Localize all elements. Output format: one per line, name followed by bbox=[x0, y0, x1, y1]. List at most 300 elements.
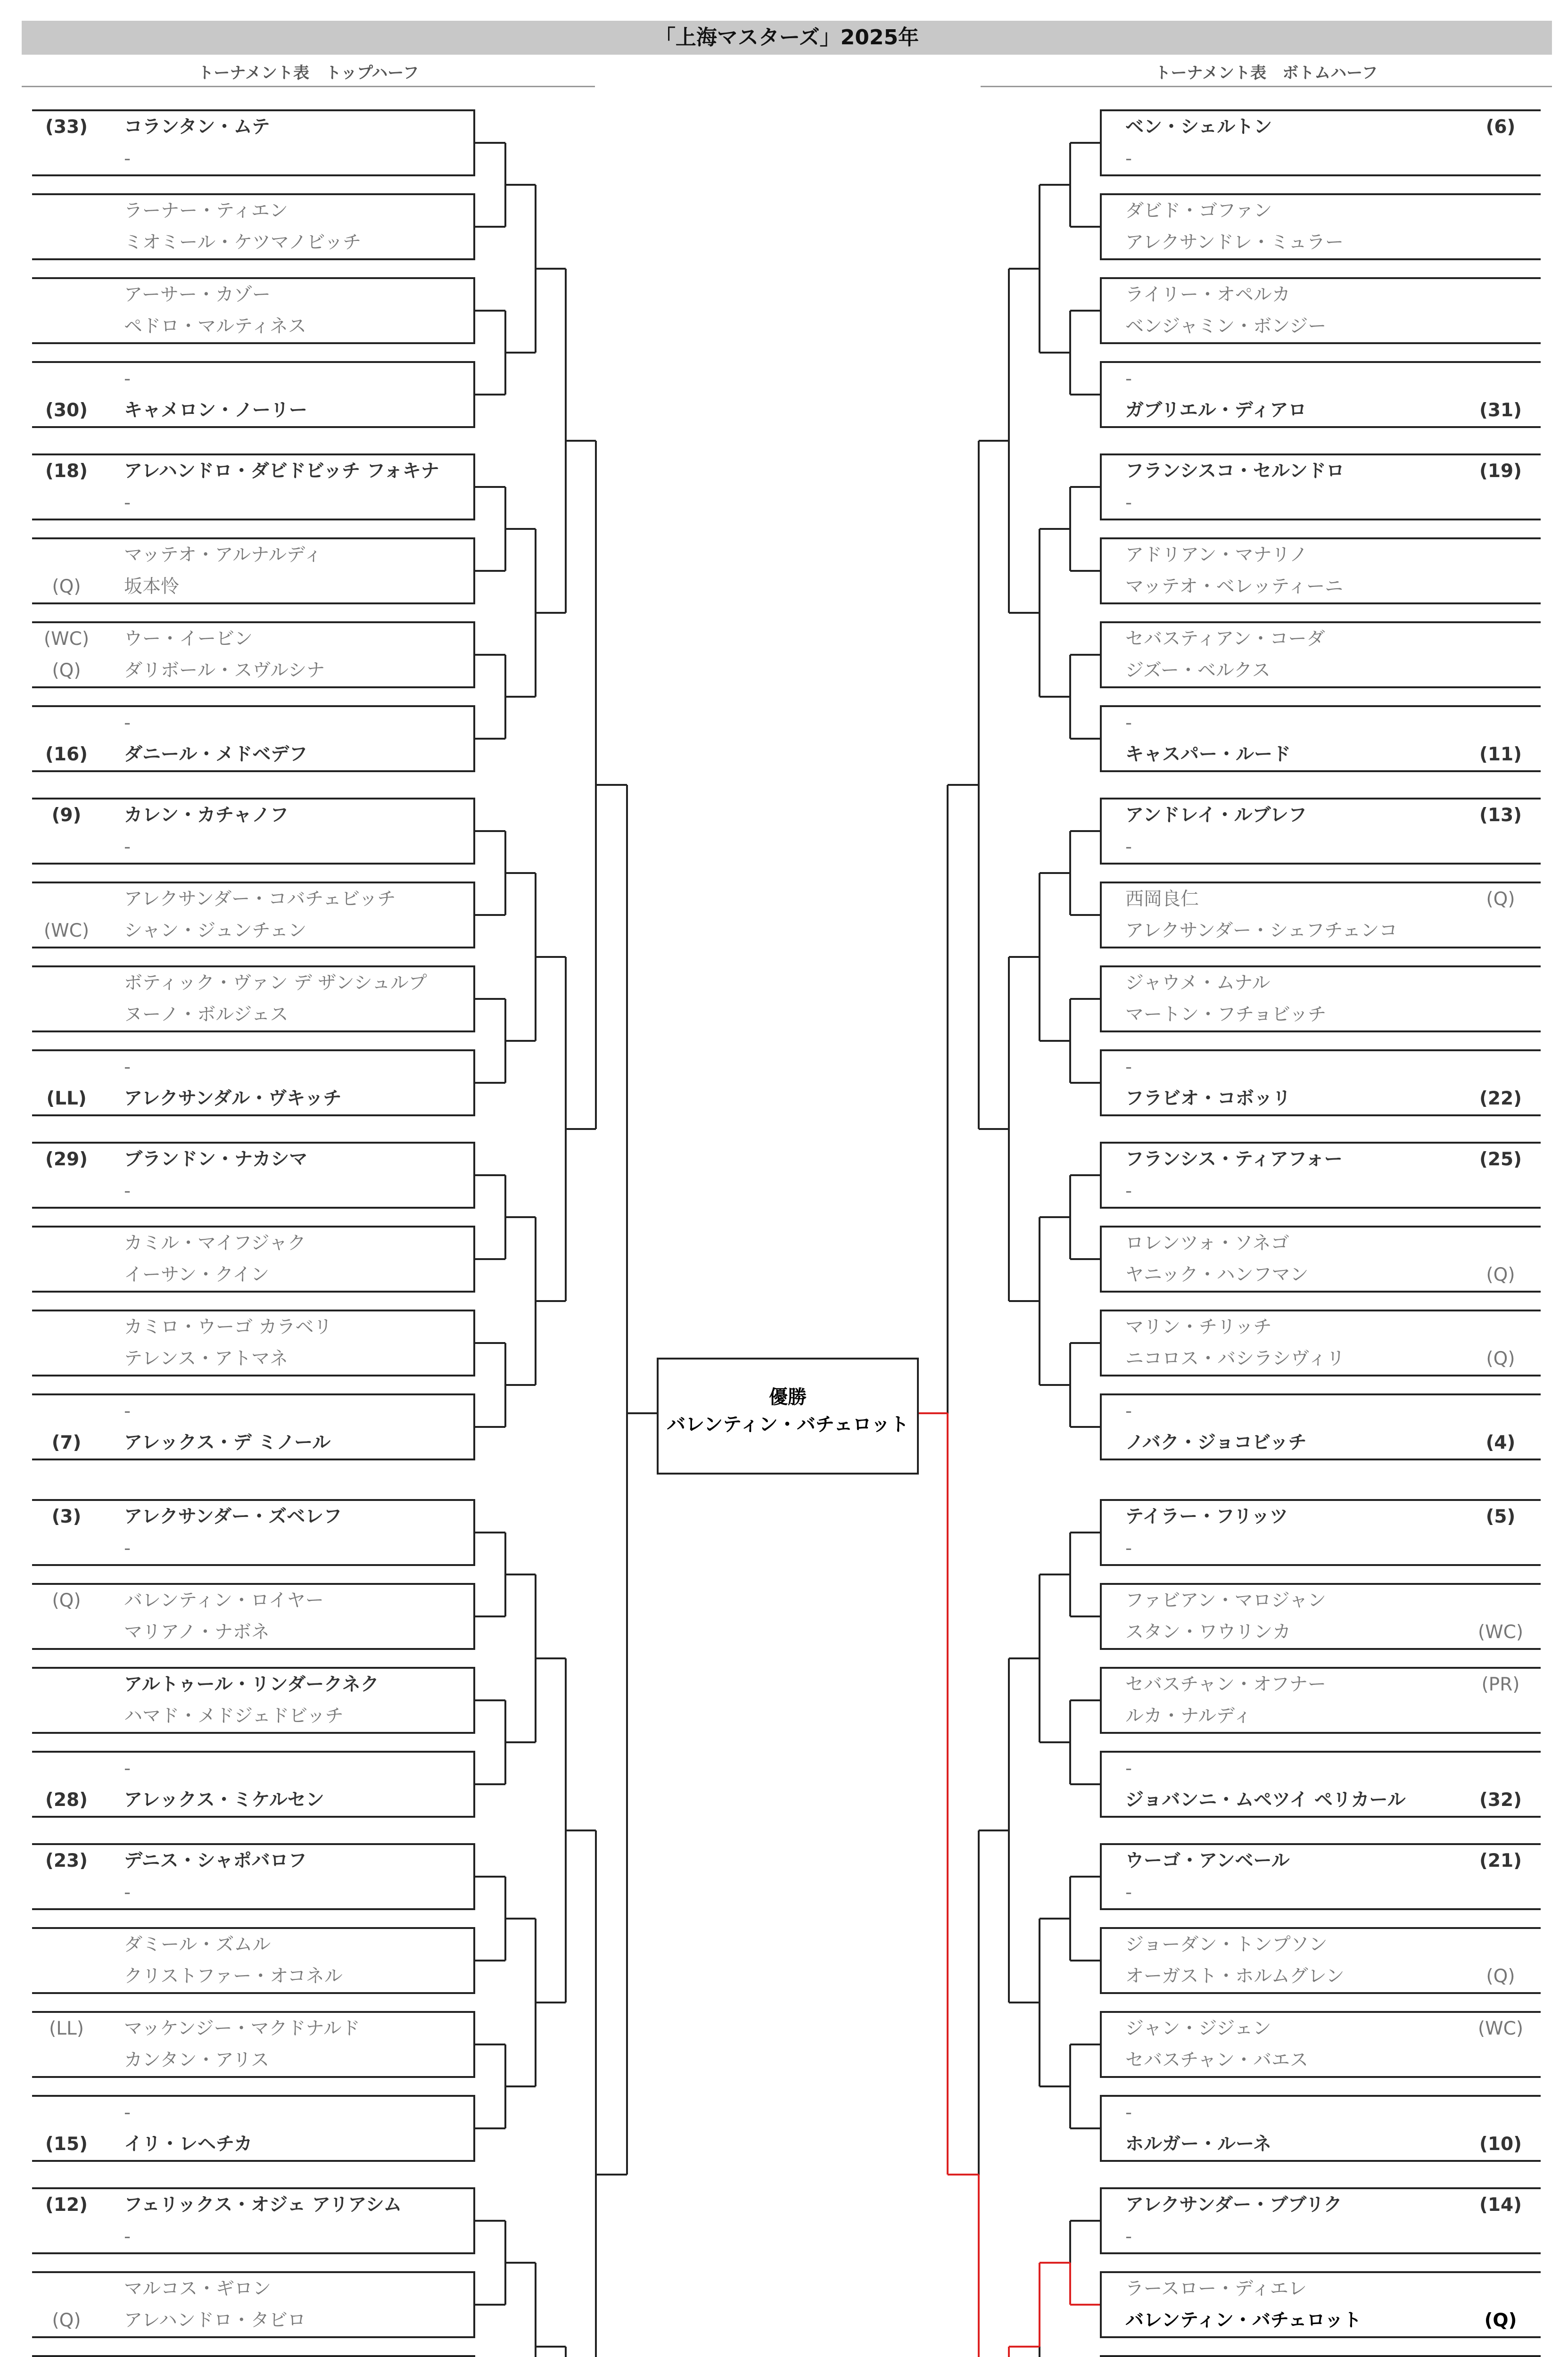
player-slot bbox=[32, 1343, 473, 1375]
player-slot bbox=[1102, 2128, 1541, 2160]
player-name: - bbox=[124, 148, 131, 169]
left-match-14 bbox=[32, 1226, 475, 1293]
left-match-16 bbox=[32, 1393, 475, 1460]
player-slot bbox=[32, 1501, 473, 1533]
player-seed: (29) bbox=[45, 1149, 88, 1170]
player-slot bbox=[32, 1175, 473, 1207]
player-name: アレックス・ミケルセン bbox=[124, 1789, 324, 1811]
player-slot bbox=[32, 2097, 473, 2128]
player-slot bbox=[32, 487, 473, 519]
player-slot bbox=[1102, 2221, 1541, 2252]
player-slot bbox=[32, 999, 473, 1030]
right-match-7 bbox=[1100, 621, 1541, 688]
player-name: セバスチャン・バエス bbox=[1125, 2050, 1309, 2071]
player-slot bbox=[1102, 1753, 1541, 1784]
player-slot bbox=[1102, 1175, 1541, 1207]
player-seed: (33) bbox=[45, 116, 88, 138]
left-match-27 bbox=[32, 2355, 475, 2357]
player-seed: (21) bbox=[1479, 1850, 1522, 1871]
player-slot bbox=[1102, 111, 1541, 143]
player-name: キャメロン・ノーリー bbox=[124, 400, 307, 421]
player-slot bbox=[32, 655, 473, 686]
player-name: ラーナー・ティエン bbox=[124, 200, 288, 222]
player-name: アレクサンダー・シェフチェンコ bbox=[1125, 920, 1398, 941]
player-name: ジョバンニ・ムペツイ ペリカール bbox=[1125, 1789, 1406, 1811]
player-slot bbox=[1102, 1343, 1541, 1375]
player-seed: (5) bbox=[1485, 1506, 1516, 1527]
player-slot bbox=[32, 1753, 473, 1784]
player-name: カンタン・アリス bbox=[124, 2050, 270, 2071]
player-name: ミオミール・ケツマノビッチ bbox=[124, 232, 362, 253]
player-name: キャスパー・ルード bbox=[1125, 744, 1291, 765]
player-seed: (LL) bbox=[49, 2018, 84, 2039]
right-match-9 bbox=[1100, 798, 1541, 865]
player-seed: (Q) bbox=[52, 576, 81, 597]
player-name: フランシス・ティアフォー bbox=[1125, 1149, 1343, 1170]
right-match-27 bbox=[1100, 2355, 1541, 2357]
player-slot bbox=[1102, 967, 1541, 999]
left-match-22 bbox=[32, 1927, 475, 1994]
player-name: テイラー・フリッツ bbox=[1125, 1506, 1288, 1527]
player-seed: (WC) bbox=[1477, 1622, 1524, 1643]
player-slot bbox=[1102, 1845, 1541, 1877]
left-match-4 bbox=[32, 361, 475, 428]
player-name: セバスチャン・オフナー bbox=[1125, 1674, 1326, 1695]
player-slot bbox=[1102, 1259, 1541, 1291]
player-slot bbox=[32, 1700, 473, 1732]
player-slot bbox=[1102, 1144, 1541, 1175]
player-seed: (12) bbox=[45, 2194, 88, 2216]
player-seed: (7) bbox=[51, 1432, 82, 1453]
player-slot bbox=[32, 539, 473, 571]
player-slot bbox=[32, 311, 473, 342]
right-match-21 bbox=[1100, 1843, 1541, 1910]
player-name: バレンティン・バチェロット bbox=[1125, 2310, 1362, 2331]
right-match-26 bbox=[1100, 2271, 1541, 2338]
player-name: - bbox=[1125, 492, 1132, 513]
player-slot bbox=[32, 915, 473, 947]
right-match-19 bbox=[1100, 1667, 1541, 1734]
player-name: ジャウメ・ムナル bbox=[1125, 972, 1271, 994]
left-match-23 bbox=[32, 2011, 475, 2078]
player-name: - bbox=[1125, 1758, 1132, 1779]
player-seed: (16) bbox=[45, 744, 88, 765]
player-name: アレクサンダル・ヴキッチ bbox=[124, 1088, 342, 1109]
player-slot bbox=[1102, 487, 1541, 519]
player-seed: (23) bbox=[45, 1850, 88, 1871]
champion-name: バレンティン・バチェロット bbox=[667, 1414, 909, 1435]
right-match-10 bbox=[1100, 882, 1541, 948]
player-seed: (13) bbox=[1479, 805, 1522, 826]
player-slot bbox=[32, 2044, 473, 2076]
player-name: ベンジャミン・ボンジー bbox=[1125, 316, 1327, 337]
player-slot bbox=[1102, 999, 1541, 1030]
left-match-25 bbox=[32, 2187, 475, 2254]
player-slot bbox=[32, 455, 473, 487]
right-match-23 bbox=[1100, 2011, 1541, 2078]
player-name: ノバク・ジョコビッチ bbox=[1125, 1432, 1307, 1453]
player-slot bbox=[32, 1533, 473, 1564]
player-slot bbox=[1102, 799, 1541, 831]
player-name: ウーゴ・アンベール bbox=[1125, 1850, 1290, 1871]
player-seed: (WC) bbox=[1477, 2018, 1524, 2039]
player-name: ブランドン・ナカシマ bbox=[124, 1149, 308, 1170]
player-seed: (Q) bbox=[52, 660, 81, 681]
player-name: ジャン・ジジェン bbox=[1125, 2018, 1271, 2039]
player-slot bbox=[32, 2273, 473, 2305]
left-match-24 bbox=[32, 2095, 475, 2162]
player-slot bbox=[1102, 395, 1541, 426]
player-name: ペドロ・マルティネス bbox=[124, 316, 306, 337]
player-slot bbox=[32, 227, 473, 258]
player-slot bbox=[32, 831, 473, 863]
player-seed: (28) bbox=[45, 1789, 88, 1811]
player-name: オーガスト・ホルムグレン bbox=[1125, 1966, 1345, 1987]
right-match-15 bbox=[1100, 1310, 1541, 1376]
player-name: マートン・フチョビッチ bbox=[1125, 1004, 1327, 1025]
left-match-3 bbox=[32, 277, 475, 344]
left-match-13 bbox=[32, 1142, 475, 1209]
champion-label: 優勝 bbox=[769, 1386, 807, 1408]
player-name: マルコス・ギロン bbox=[124, 2278, 272, 2299]
player-slot bbox=[1102, 571, 1541, 602]
player-name: スタン・ワウリンカ bbox=[1125, 1622, 1291, 1643]
player-name: ジョーダン・トンプソン bbox=[1125, 1934, 1328, 1955]
player-seed: (32) bbox=[1479, 1789, 1522, 1811]
player-slot bbox=[1102, 539, 1541, 571]
right-match-2 bbox=[1100, 193, 1541, 260]
player-slot bbox=[32, 143, 473, 174]
player-slot bbox=[1102, 2097, 1541, 2128]
player-slot bbox=[32, 1051, 473, 1083]
player-slot bbox=[1102, 915, 1541, 947]
player-slot bbox=[32, 1259, 473, 1291]
left-match-19 bbox=[32, 1667, 475, 1734]
player-slot bbox=[1102, 831, 1541, 863]
player-seed: (10) bbox=[1479, 2134, 1522, 2155]
player-name: ボティック・ヴァン デ ザンシュルプ bbox=[124, 972, 427, 994]
player-slot bbox=[1102, 1533, 1541, 1564]
player-slot bbox=[32, 571, 473, 602]
player-slot bbox=[32, 2221, 473, 2252]
player-slot bbox=[1102, 1051, 1541, 1083]
player-slot bbox=[1102, 883, 1541, 915]
player-name: マッテオ・アルナルディ bbox=[124, 544, 322, 566]
player-seed: (3) bbox=[51, 1506, 82, 1527]
player-seed: (19) bbox=[1479, 461, 1522, 482]
player-slot bbox=[1102, 2013, 1541, 2044]
player-slot bbox=[32, 623, 473, 655]
player-slot bbox=[32, 967, 473, 999]
player-slot bbox=[1102, 1784, 1541, 1816]
player-seed: (31) bbox=[1479, 400, 1522, 421]
player-slot bbox=[32, 1228, 473, 1259]
player-name: - bbox=[124, 1180, 131, 1202]
player-slot bbox=[1102, 1228, 1541, 1259]
player-slot bbox=[1102, 2189, 1541, 2221]
player-slot bbox=[32, 1784, 473, 1816]
right-match-3 bbox=[1100, 277, 1541, 344]
player-slot bbox=[1102, 1929, 1541, 1961]
right-match-18 bbox=[1100, 1583, 1541, 1650]
player-slot bbox=[32, 1929, 473, 1961]
player-slot bbox=[32, 1585, 473, 1616]
left-match-11 bbox=[32, 965, 475, 1032]
player-slot bbox=[32, 2128, 473, 2160]
player-slot bbox=[32, 707, 473, 739]
left-match-7 bbox=[32, 621, 475, 688]
player-name: イーサン・クイン bbox=[124, 1264, 270, 1286]
left-match-18 bbox=[32, 1583, 475, 1650]
player-name: - bbox=[124, 1401, 131, 1422]
player-name: ルカ・ナルディ bbox=[1125, 1706, 1252, 1727]
player-slot bbox=[32, 395, 473, 426]
right-match-13 bbox=[1100, 1142, 1541, 1209]
left-match-20 bbox=[32, 1751, 475, 1818]
player-name: - bbox=[1125, 368, 1132, 389]
player-slot bbox=[1102, 227, 1541, 258]
player-name: ヌーノ・ボルジェス bbox=[124, 1004, 289, 1025]
player-slot bbox=[32, 363, 473, 395]
player-name: - bbox=[1125, 1538, 1132, 1559]
player-name: マリアノ・ナボネ bbox=[124, 1622, 270, 1643]
left-match-15 bbox=[32, 1310, 475, 1376]
player-name: - bbox=[1125, 148, 1132, 169]
player-slot bbox=[32, 195, 473, 227]
champion-box bbox=[657, 1358, 919, 1475]
player-name: - bbox=[124, 1758, 131, 1779]
player-slot bbox=[32, 1144, 473, 1175]
right-match-17 bbox=[1100, 1499, 1541, 1566]
player-name: マッテオ・ベレッティーニ bbox=[1125, 576, 1344, 597]
player-name: マッケンジー・マクドナルド bbox=[124, 2018, 360, 2039]
left-match-9 bbox=[32, 798, 475, 865]
player-name: 西岡良仁 bbox=[1125, 889, 1199, 910]
player-seed: (Q) bbox=[1486, 1348, 1515, 1369]
player-slot bbox=[1102, 279, 1541, 311]
player-slot bbox=[1102, 455, 1541, 487]
player-name: マリン・チリッチ bbox=[1125, 1317, 1272, 1338]
player-name: - bbox=[124, 836, 131, 857]
player-slot bbox=[32, 1083, 473, 1114]
bottom-half-label: トーナメント表 ボトムハーフ bbox=[981, 60, 1552, 87]
player-slot bbox=[1102, 1700, 1541, 1732]
player-slot bbox=[1102, 1427, 1541, 1459]
player-slot bbox=[1102, 195, 1541, 227]
player-name: アーサー・カゾー bbox=[124, 284, 271, 305]
player-seed: (WC) bbox=[43, 920, 90, 941]
player-name: イリ・レヘチカ bbox=[124, 2134, 253, 2155]
left-match-1 bbox=[32, 109, 475, 176]
left-match-5 bbox=[32, 453, 475, 520]
player-name: ハマド・メドジェドビッチ bbox=[124, 1706, 344, 1727]
player-slot bbox=[32, 1616, 473, 1648]
player-slot bbox=[1102, 311, 1541, 342]
right-match-4 bbox=[1100, 361, 1541, 428]
player-slot bbox=[1102, 2044, 1541, 2076]
player-name: - bbox=[1125, 1882, 1132, 1903]
player-slot bbox=[1102, 623, 1541, 655]
player-slot bbox=[1102, 1083, 1541, 1114]
right-match-24 bbox=[1100, 2095, 1541, 2162]
player-name: フェリックス・オジェ アリアシム bbox=[124, 2194, 402, 2216]
player-slot bbox=[32, 2305, 473, 2336]
player-slot bbox=[32, 1395, 473, 1427]
right-match-11 bbox=[1100, 965, 1541, 1032]
left-match-8 bbox=[32, 705, 475, 772]
player-slot bbox=[32, 111, 473, 143]
player-name: - bbox=[1125, 2226, 1132, 2247]
player-name: ダミール・ズムル bbox=[124, 1934, 271, 1955]
player-name: アレハンドロ・タビロ bbox=[124, 2310, 306, 2331]
player-seed: (Q) bbox=[1486, 889, 1515, 910]
player-name: アレクサンドレ・ミュラー bbox=[1125, 232, 1344, 253]
left-match-17 bbox=[32, 1499, 475, 1566]
player-slot bbox=[32, 2013, 473, 2044]
player-slot bbox=[32, 1877, 473, 1908]
player-name: テレンス・アトマネ bbox=[124, 1348, 289, 1369]
player-name: アレクサンダー・ブブリク bbox=[1125, 2194, 1342, 2216]
player-slot bbox=[1102, 1311, 1541, 1343]
player-slot bbox=[1102, 1669, 1541, 1700]
player-name: ガブリエル・ディアロ bbox=[1125, 400, 1307, 421]
player-name: フラビオ・コボッリ bbox=[1125, 1088, 1291, 1109]
player-slot bbox=[1102, 1585, 1541, 1616]
left-match-2 bbox=[32, 193, 475, 260]
player-name: - bbox=[1125, 2102, 1132, 2123]
player-name: カレン・カチャノフ bbox=[124, 805, 289, 826]
player-name: カミロ・ウーゴ カラベリ bbox=[124, 1317, 332, 1338]
player-name: ライリー・オペルカ bbox=[1125, 284, 1290, 305]
player-name: - bbox=[1125, 1180, 1132, 1202]
player-seed: (Q) bbox=[1486, 1264, 1515, 1286]
player-name: クリストファー・オコネル bbox=[124, 1966, 343, 1987]
player-name: - bbox=[1125, 1056, 1132, 1078]
player-seed: (22) bbox=[1479, 1088, 1522, 1109]
player-seed: (LL) bbox=[46, 1088, 87, 1109]
player-slot bbox=[1102, 2273, 1541, 2305]
player-name: アレハンドロ・ダビドビッチ フォキナ bbox=[124, 461, 439, 482]
player-name: ファビアン・マロジャン bbox=[1125, 1590, 1326, 1611]
player-slot bbox=[1102, 1961, 1541, 1992]
player-slot bbox=[32, 279, 473, 311]
player-name: ダニール・メドベデフ bbox=[124, 744, 308, 765]
player-seed: (15) bbox=[45, 2134, 88, 2155]
player-name: ウー・イービン bbox=[124, 628, 253, 650]
player-seed: (14) bbox=[1479, 2194, 1522, 2216]
player-slot bbox=[1102, 2305, 1541, 2336]
player-name: デニス・シャポバロフ bbox=[124, 1850, 307, 1871]
player-slot bbox=[1102, 143, 1541, 174]
player-name: アドリアン・マナリノ bbox=[1125, 544, 1308, 566]
left-match-12 bbox=[32, 1049, 475, 1116]
player-slot bbox=[1102, 363, 1541, 395]
player-name: - bbox=[124, 1882, 131, 1903]
right-match-8 bbox=[1100, 705, 1541, 772]
player-seed: (PR) bbox=[1481, 1674, 1520, 1695]
player-name: カミル・マイフジャク bbox=[124, 1233, 306, 1254]
player-seed: (4) bbox=[1485, 1432, 1516, 1453]
right-match-14 bbox=[1100, 1226, 1541, 1293]
player-name: ラースロー・ディエレ bbox=[1125, 2278, 1307, 2299]
player-name: アレクサンダー・ズベレフ bbox=[124, 1506, 342, 1527]
player-slot bbox=[1102, 707, 1541, 739]
player-name: セバスティアン・コーダ bbox=[1125, 628, 1325, 650]
player-name: - bbox=[1125, 1401, 1132, 1422]
player-seed: (25) bbox=[1479, 1149, 1522, 1170]
top-half-label: トーナメント表 トップハーフ bbox=[22, 60, 595, 87]
player-slot bbox=[32, 883, 473, 915]
right-match-20 bbox=[1100, 1751, 1541, 1818]
player-name: コランタン・ムテ bbox=[124, 116, 270, 138]
player-name: - bbox=[1125, 712, 1132, 733]
player-slot bbox=[32, 1427, 473, 1459]
player-slot bbox=[1102, 655, 1541, 686]
player-slot bbox=[32, 1669, 473, 1700]
player-name: - bbox=[124, 2102, 131, 2123]
player-slot bbox=[32, 799, 473, 831]
player-name: シャン・ジュンチェン bbox=[124, 920, 307, 941]
player-name: アレクサンダー・コバチェビッチ bbox=[124, 889, 396, 910]
player-name: - bbox=[1125, 836, 1132, 857]
player-name: ヤニック・ハンフマン bbox=[1125, 1264, 1309, 1286]
player-name: ベン・シェルトン bbox=[1125, 116, 1272, 138]
player-name: ロレンツォ・ソネゴ bbox=[1125, 1233, 1289, 1254]
right-match-6 bbox=[1100, 537, 1541, 604]
left-match-10 bbox=[32, 882, 475, 948]
right-match-12 bbox=[1100, 1049, 1541, 1116]
right-match-16 bbox=[1100, 1393, 1541, 1460]
player-seed: (Q) bbox=[52, 2310, 81, 2331]
player-seed: (9) bbox=[51, 805, 82, 826]
right-match-1 bbox=[1100, 109, 1541, 176]
player-name: - bbox=[124, 2226, 131, 2247]
player-name: ホルガー・ルーネ bbox=[1125, 2134, 1272, 2155]
player-slot bbox=[1102, 739, 1541, 770]
player-name: アレックス・デ ミノール bbox=[124, 1432, 331, 1453]
player-slot bbox=[32, 1845, 473, 1877]
player-seed: (Q) bbox=[52, 1590, 81, 1611]
player-slot bbox=[32, 2189, 473, 2221]
left-match-26 bbox=[32, 2271, 475, 2338]
player-name: - bbox=[124, 368, 131, 389]
player-slot bbox=[32, 1311, 473, 1343]
player-slot bbox=[1102, 1395, 1541, 1427]
player-name: - bbox=[124, 1056, 131, 1078]
player-name: バレンティン・ロイヤー bbox=[124, 1590, 324, 1611]
player-name: - bbox=[124, 712, 131, 733]
left-match-21 bbox=[32, 1843, 475, 1910]
right-match-5 bbox=[1100, 453, 1541, 520]
player-slot bbox=[32, 739, 473, 770]
player-name: アンドレイ・ルブレフ bbox=[1125, 805, 1307, 826]
player-name: - bbox=[124, 492, 131, 513]
player-name: アルトゥール・リンダークネク bbox=[124, 1674, 379, 1695]
player-slot bbox=[32, 1961, 473, 1992]
player-name: ダビド・ゴファン bbox=[1125, 200, 1272, 222]
player-seed: (Q) bbox=[1484, 2310, 1517, 2331]
player-slot bbox=[1102, 1616, 1541, 1648]
player-slot bbox=[1102, 1501, 1541, 1533]
tournament-title: 「上海マスターズ」2025年 bbox=[22, 21, 1552, 55]
player-name: フランシスコ・セルンドロ bbox=[1125, 461, 1345, 482]
player-name: ニコロス・バシラシヴィリ bbox=[1125, 1348, 1345, 1369]
right-match-22 bbox=[1100, 1927, 1541, 1994]
player-seed: (11) bbox=[1479, 744, 1522, 765]
player-seed: (18) bbox=[45, 461, 88, 482]
player-seed: (30) bbox=[45, 400, 88, 421]
player-name: ジズー・ベルクス bbox=[1125, 660, 1271, 681]
